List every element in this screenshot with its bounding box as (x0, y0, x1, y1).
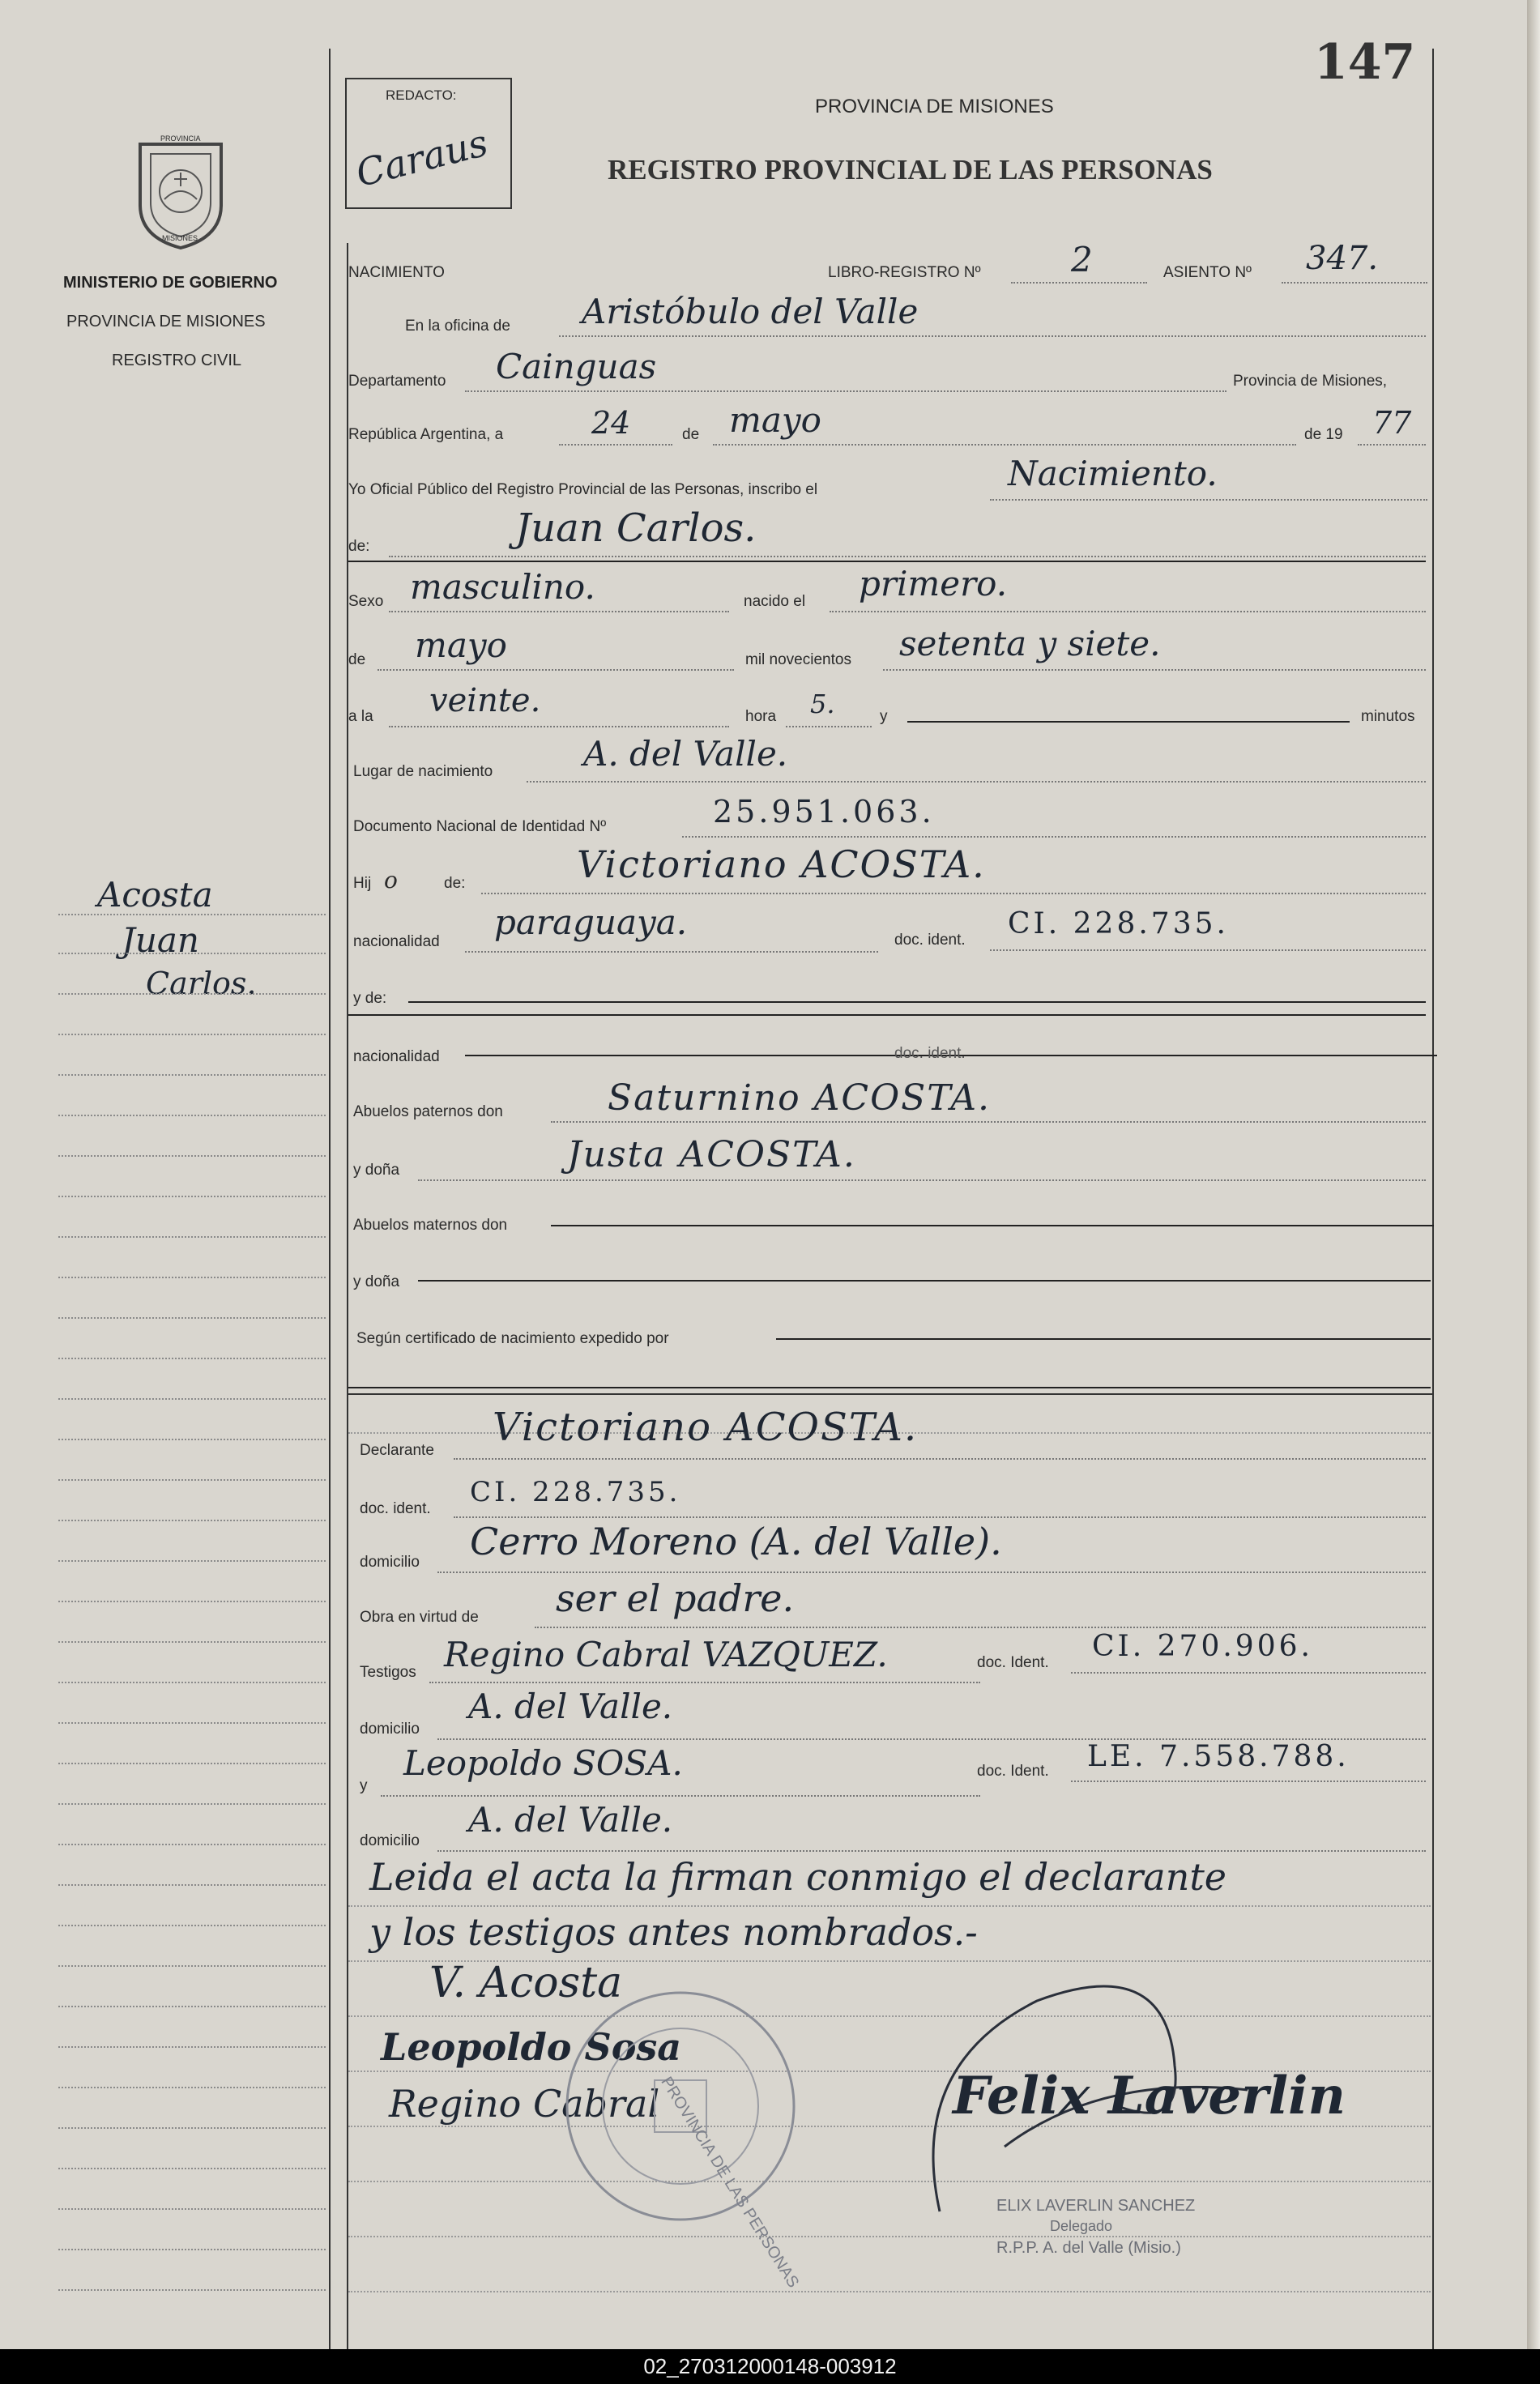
minutos-label: minutos (1361, 708, 1415, 725)
seal-top-text: PROVINCIA (160, 134, 201, 143)
libro-value: 2 (1071, 240, 1093, 279)
nac-label: nacionalidad (353, 933, 440, 950)
declarante-label: Declarante (360, 1442, 434, 1459)
hijo-de-label: de: (444, 875, 466, 892)
domicilio-value: Cerro Moreno (A. del Valle). (470, 1520, 1002, 1563)
docid-value: CI. 228.735. (1008, 907, 1229, 940)
domicilio-label: domicilio (360, 1554, 420, 1571)
ydona2-label: y doña (353, 1273, 400, 1290)
de19-label: de 19 (1304, 426, 1343, 443)
margin-note-surname: Acosta (97, 875, 213, 915)
de2-label: de (348, 651, 366, 668)
republica-label: República Argentina, a (348, 426, 504, 443)
hijo-suffix: o (384, 867, 398, 893)
oficial-label: Yo Oficial Público del Registro Provincial de las Personas, inscribo el (348, 481, 818, 498)
de-name-label: de: (348, 538, 370, 555)
asiento-label: ASIENTO Nº (1163, 264, 1252, 281)
y-testigo-label: y (360, 1777, 368, 1794)
abuelos-pat-label: Abuelos paternos don (353, 1103, 503, 1120)
registro-civil-label: REGISTRO CIVIL (112, 352, 242, 369)
footer-id: 02_270312000148-003912 (0, 2349, 1540, 2384)
signature-testigo2: Leopoldo Sosa (381, 2025, 682, 2069)
hora-value: 5. (810, 689, 835, 719)
abuela-pat-value: Justa ACOSTA. (567, 1134, 856, 1175)
oficial-value: Nacimiento. (1008, 454, 1218, 493)
segun-label: Según certificado de nacimiento expedido por (356, 1330, 669, 1347)
sexo-value: masculino. (410, 567, 595, 607)
docid2-label: doc. ident. (894, 1045, 966, 1062)
obra-label: Obra en virtud de (360, 1609, 479, 1626)
page-number: 147 (1314, 34, 1416, 91)
dni-label: Documento Nacional de Identidad Nº (353, 818, 607, 835)
mil-label: mil novecientos (745, 651, 851, 668)
stamp-line1: ELIX LAVERLIN SANCHEZ (996, 2197, 1196, 2215)
signature-testigo1: Regino Cabral (389, 2082, 660, 2126)
ala-value: veinte. (429, 682, 541, 719)
ministerio-seal (128, 128, 233, 249)
testigos-label: Testigos (360, 1664, 416, 1681)
nac2-label: nacionalidad (353, 1048, 440, 1065)
redacto-signature: Caraus (351, 120, 493, 196)
nacido-label: nacido el (744, 593, 806, 610)
ala-label: a la (348, 708, 373, 725)
oficina-value: Aristóbulo del Valle (582, 292, 919, 331)
margin-note-name2: Carlos. (146, 966, 257, 1001)
header-registro: REGISTRO PROVINCIAL DE LAS PERSONAS (608, 154, 1213, 186)
margin-note-name1: Juan (122, 920, 199, 960)
yde-label: y de: (353, 990, 387, 1007)
lugar-label: Lugar de nacimiento (353, 763, 493, 780)
dia-value: 24 (591, 405, 631, 441)
testigo1-doc: CI. 270.906. (1092, 1630, 1313, 1663)
domicilio2-value: A. del Valle. (468, 1687, 673, 1726)
nacimiento-label: NACIMIENTO (348, 264, 445, 281)
hora-label: hora (745, 708, 777, 725)
docident2-label: doc. Ident. (977, 1654, 1049, 1671)
domicilio2-label: domicilio (360, 1721, 420, 1738)
closing-line1: Leida el acta la firman conmigo el declarante (369, 1855, 1227, 1899)
testigo1-value: Regino Cabral VAZQUEZ. (444, 1635, 888, 1674)
closing-line2: y los testigos antes nombrados.- (369, 1910, 978, 1954)
nac-value: paraguaya. (494, 902, 688, 942)
stamp-line3: R.P.P. A. del Valle (Misio.) (996, 2239, 1181, 2257)
anio-value: 77 (1372, 405, 1412, 441)
departamento-value: Cainguas (496, 347, 657, 386)
nacido-value: primero. (859, 564, 1008, 603)
testigo2-doc: LE. 7.558.788. (1087, 1740, 1350, 1773)
nombre-value: Juan Carlos. (515, 505, 757, 551)
sexo-label: Sexo (348, 593, 384, 610)
mes-value: mayo (729, 400, 821, 440)
provincia-label: PROVINCIA DE MISIONES (66, 313, 266, 331)
anio-words-value: setenta y siete. (899, 624, 1161, 663)
signature-declarante: V. Acosta (429, 1959, 623, 2007)
docident-label: doc. ident. (360, 1500, 431, 1517)
lugar-value: A. del Valle. (583, 734, 788, 774)
testigo2-value: Leopoldo SOSA. (403, 1743, 683, 1783)
seal-bottom-text: MISIONES (162, 234, 198, 242)
de-label: de (682, 426, 700, 443)
y-minutos-label: y (880, 708, 888, 725)
stamp-line2: Delegado (1050, 2218, 1113, 2234)
abuelo-pat-value: Saturnino ACOSTA. (608, 1077, 992, 1119)
mes2-value: mayo (415, 625, 507, 665)
provincia-de-misiones-label: Provincia de Misiones, (1233, 373, 1388, 390)
official-signature: Felix Laverlin (953, 2066, 1346, 2126)
redacto-label: REDACTO: (386, 87, 457, 103)
domicilio3-label: domicilio (360, 1832, 420, 1849)
docident3-label: doc. Ident. (977, 1763, 1049, 1780)
round-seal-text: PROVINCIA DE LAS PERSONAS (657, 2074, 803, 2292)
domicilio3-value: A. del Valle. (468, 1800, 673, 1840)
libro-label: LIBRO-REGISTRO Nº (828, 264, 981, 281)
oficina-label: En la oficina de (405, 318, 510, 335)
ydona-label: y doña (353, 1162, 400, 1179)
dni-value: 25.951.063. (713, 794, 935, 829)
padre-value: Victoriano ACOSTA. (577, 842, 986, 886)
abuelos-mat-label: Abuelos maternos don (353, 1217, 508, 1234)
departamento-label: Departamento (348, 373, 446, 390)
hijo-label: Hij (353, 875, 372, 892)
docident-value: CI. 228.735. (470, 1476, 681, 1508)
ministerio-label: MINISTERIO DE GOBIERNO (63, 274, 278, 292)
header-provincia: PROVINCIA DE MISIONES (815, 96, 1054, 117)
docid-label: doc. ident. (894, 932, 966, 949)
redacto-box (345, 78, 512, 209)
obra-value: ser el padre. (556, 1576, 795, 1620)
asiento-value: 347. (1306, 240, 1379, 277)
declarante-value: Victoriano ACOSTA. (493, 1405, 919, 1450)
